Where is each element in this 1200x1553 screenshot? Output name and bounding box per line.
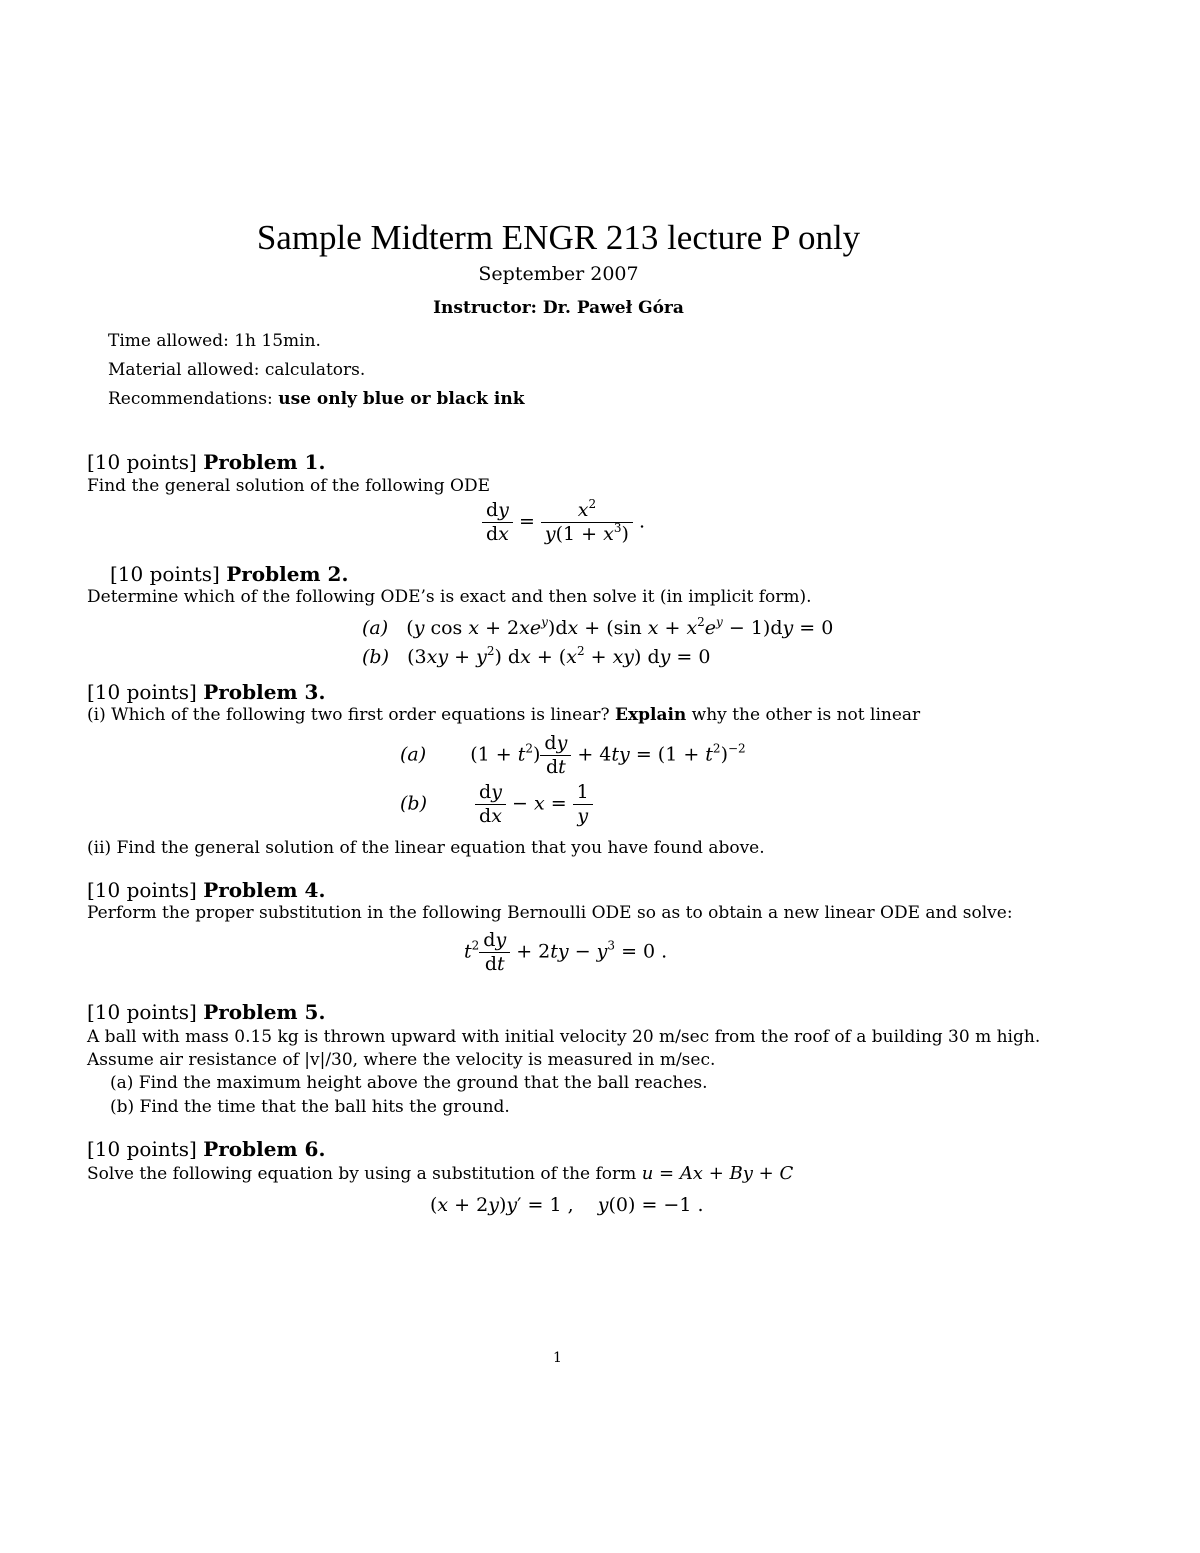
problem-3-text-ii: (ii) Find the general solution of the linear equation that you have found above.	[87, 838, 765, 858]
problem-5-heading	[87, 1000, 325, 1024]
problem-6-equation: (x + 2y)y′ = 1 , y(0) = −1 .	[430, 1194, 704, 1216]
problem-6-heading	[87, 1137, 325, 1161]
problem-4-title: Problem 4.	[203, 878, 326, 902]
problem-3-equation-a: (a) $(1 + t^2)$ $\frac{dy}{dt}$ + $4ty = (1 + t^2)^{-2}$	[400, 732, 746, 778]
problem-1-heading	[87, 450, 325, 474]
problem-3-points: [10 points]	[87, 680, 197, 704]
problem-5-line-1: A ball with mass 0.15 kg is thrown upward with initial velocity 20 m/sec from the roof of a building 30 m high.	[87, 1027, 1041, 1047]
problem-2-title: Problem 2.	[226, 562, 349, 586]
problem-3-title: Problem 3.	[203, 680, 326, 704]
instructor: Instructor: Dr. Paweł Góra	[433, 298, 684, 318]
material-allowed: Material allowed: calculators.	[108, 360, 366, 380]
problem-6-substitution: u = Ax + By + C	[641, 1163, 794, 1184]
page-title: Sample Midterm ENGR 213 lecture P only	[256, 218, 861, 257]
problem-2-text: Determine which of the following ODE’s is exact and then solve it (in implicit form).	[87, 587, 812, 607]
problem-2-heading	[110, 562, 348, 586]
problem-1-equation: $\frac{dy}{dx}$ = $\frac{x^2}{y(1 + x^3)}$ .	[482, 500, 645, 545]
problem-6-text	[87, 1163, 793, 1184]
problem-6-points: [10 points]	[87, 1137, 197, 1161]
problem-3-equation-b: (b) $\frac{dy}{dx}$ − x = $\frac{1}{y}$	[400, 782, 593, 827]
problem-6-text-label: Solve the following equation by using a substitution of the form	[87, 1164, 642, 1184]
problem-2-points: [10 points]	[110, 562, 220, 586]
problem-2-label-a: (a)	[362, 617, 389, 639]
problem-4-heading	[87, 878, 325, 902]
problem-3-text-before: (i) Which of the following two first order equations is linear?	[87, 705, 615, 725]
problem-5-line-2: Assume air resistance of |v|/30, where the velocity is measured in m/sec.	[87, 1050, 716, 1070]
problem-5-part-a: (a) Find the maximum height above the ground that the ball reaches.	[110, 1073, 708, 1093]
problem-5-title: Problem 5.	[203, 1000, 326, 1024]
recommendations	[108, 389, 524, 409]
problem-3-label-b: (b)	[400, 792, 427, 815]
problem-5-points: [10 points]	[87, 1000, 197, 1024]
problem-1-points: [10 points]	[87, 450, 197, 474]
problem-1-title: Problem 1.	[203, 450, 326, 474]
problem-3-text-bold: Explain	[615, 705, 687, 725]
recommendations-value: use only blue or black ink	[278, 389, 525, 409]
problem-3-text	[87, 705, 920, 725]
problem-4-points: [10 points]	[87, 878, 197, 902]
page-number: 1	[553, 1350, 562, 1366]
problem-3-label-a: (a)	[400, 743, 427, 766]
problem-1-text: Find the general solution of the following ODE	[87, 476, 490, 496]
problem-4-text: Perform the proper substitution in the following Bernoulli ODE so as to obtain a new linear ODE and solve:	[87, 903, 1013, 923]
problem-2-label-b: (b)	[362, 646, 389, 668]
problem-2-equation-a: (a) (y $\cos x + 2xe^y)dx + (\sin$ $x + x^2e^y - 1)dy = 0$	[362, 615, 834, 639]
problem-6-title: Problem 6.	[203, 1137, 326, 1161]
recommendations-label: Recommendations:	[108, 389, 279, 409]
exam-date: September 2007	[478, 263, 639, 285]
problem-3-heading	[87, 680, 325, 704]
time-allowed: Time allowed: 1h 15min.	[108, 331, 321, 351]
problem-3-text-after: why the other is not linear	[686, 705, 921, 725]
problem-4-equation: $t^2$ $\frac{dy}{dt}$ + $2ty - y^3 = 0$ .	[464, 929, 668, 975]
problem-2-equation-b: (b) $(3xy + y^2)$ dx + $(x^2 + xy)$ dy = 0	[362, 644, 711, 668]
problem-5-part-b: (b) Find the time that the ball hits the ground.	[110, 1097, 510, 1117]
